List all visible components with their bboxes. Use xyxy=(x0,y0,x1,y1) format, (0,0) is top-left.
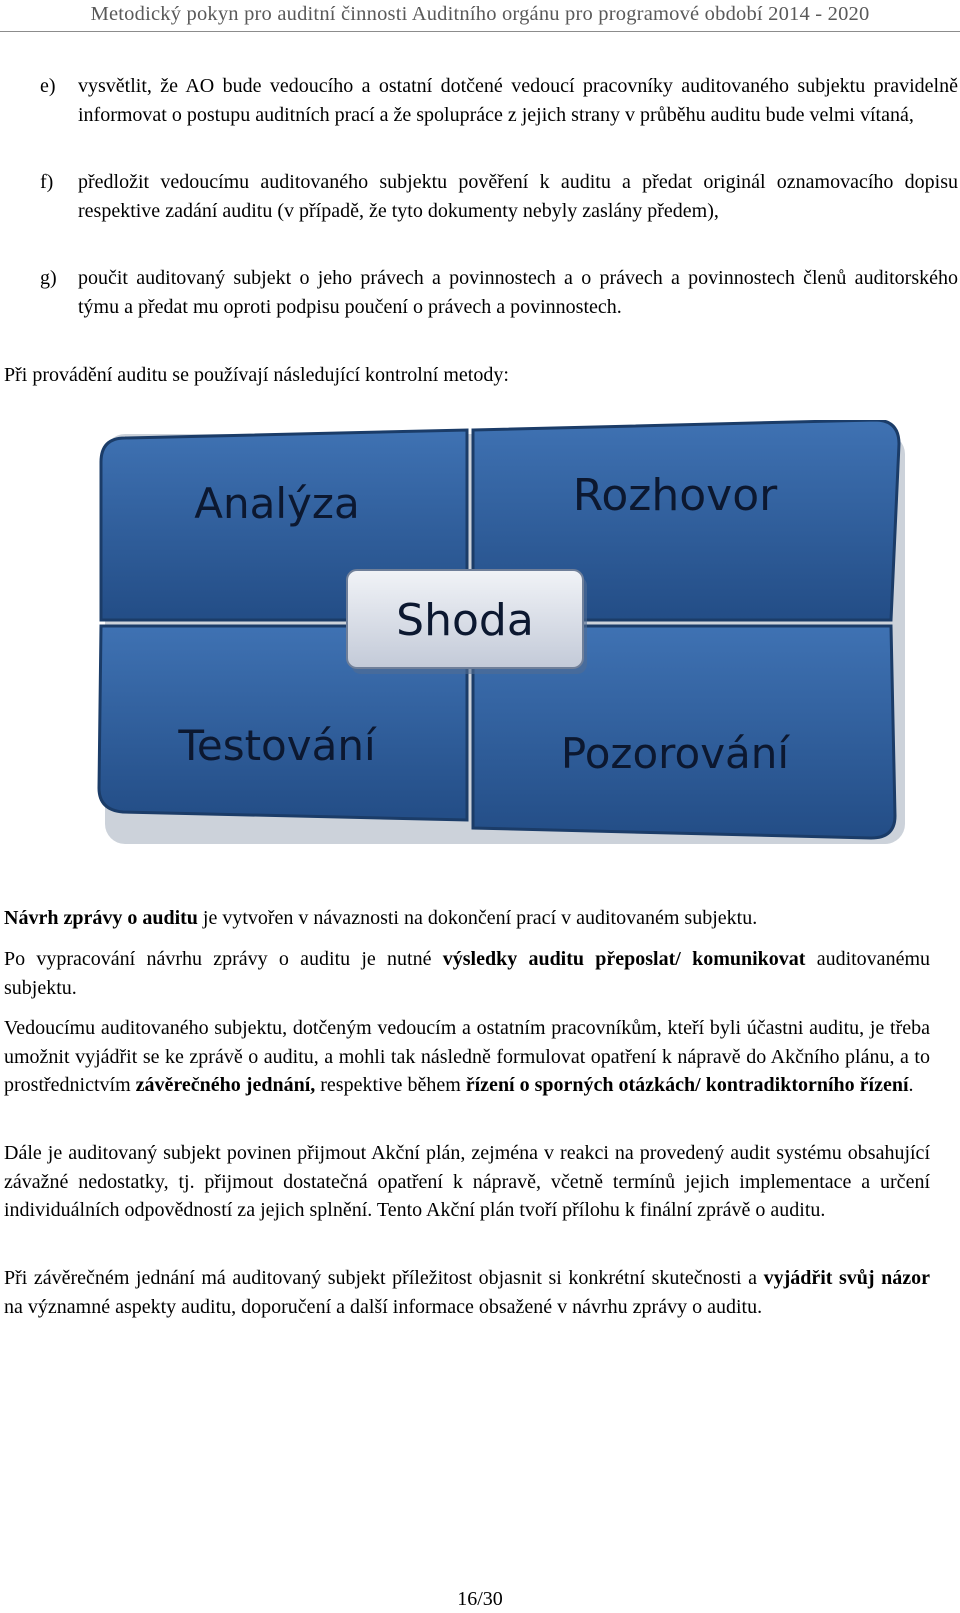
page-header xyxy=(0,0,960,32)
audit-methods-diagram xyxy=(95,420,930,860)
bold-text: výsledky auditu přeposlat/ komunikovat xyxy=(442,948,806,970)
page-number: 16/30 xyxy=(457,1588,503,1610)
label-shoda: Shoda xyxy=(396,595,534,646)
header-title: Metodický pokyn pro auditní činnosti Auditního orgánu pro programové období 2014 - 2020 xyxy=(90,3,870,25)
bold-text: závěrečného jednání, xyxy=(135,1074,316,1097)
bold-text: řízení o sporných otázkách/ kontradiktorního řízení xyxy=(465,1074,909,1097)
list-item-g xyxy=(40,264,958,321)
list-marker: f) xyxy=(40,171,54,193)
paragraph-navrh-zpravy: Návrh zprávy o auditu je vytvořen v návaznosti na dokončení prací v auditovaném subjektu. xyxy=(4,907,758,929)
bold-text: Návrh zprávy o auditu xyxy=(4,907,198,929)
paragraph-zaverecne-jednani: Při závěrečném jednání má auditovaný subjekt příležitost objasnit si konkrétní skutečnosti a vyjádřit svůj názor na významné aspekty auditu, doporučení a další informace obsažené v návrhu zprávy o auditu. xyxy=(4,1267,930,1318)
list-item-f xyxy=(40,168,958,225)
bold-text: vyjádřit svůj názor xyxy=(763,1267,930,1289)
paragraph-vyjadreni: Vedoucímu auditovaného subjektu, dotčeným vedoucím a ostatním pracovníkům, kteří byli účastni auditu, je třeba umožnit vyjádřit se ke zprávě o auditu, a mohli tak následně formulovat opatření k nápravě do Akčního plánu, a to prostřednictvím závěrečného jednání, respektive během řízení o sporných otázkách/ kontradiktorního řízení. xyxy=(4,1017,930,1097)
label-pozorovani: Pozorování xyxy=(560,729,790,778)
methods-intro: Při provádění auditu se používají následující kontrolní metody: xyxy=(4,364,509,386)
label-testovani: Testování xyxy=(178,721,376,770)
label-analyza: Analýza xyxy=(194,479,360,528)
paragraph-akcni-plan: Dále je auditovaný subjekt povinen přijmout Akční plán, zejména v reakci na provedený audit systému obsahující závažné nedostatky, tj. přijmout dostatečná opatření k nápravě, včetně termínů jejich implementace a určení individuálních odpovědností za jejich splnění. Tento Akční plán tvoří přílohu k finální zprávě o auditu. xyxy=(4,1142,930,1222)
list-item-e xyxy=(40,72,958,129)
list-marker: g) xyxy=(40,267,57,289)
paragraph-vysledky: Po vypracování návrhu zprávy o auditu je nutné výsledky auditu přeposlat/ komunikovat auditovanému subjektu. xyxy=(4,948,930,999)
list-marker: e) xyxy=(40,75,56,97)
label-rozhovor: Rozhovor xyxy=(572,470,778,521)
list-text: poučit auditovaný subjekt o jeho právech a povinnostech a o právech a povinnostech členů auditorského týmu a předat mu oproti podpisu poučení o právech a povinnostech. xyxy=(78,267,958,318)
list-text: vysvětlit, že AO bude vedoucího a ostatní dotčené vedoucí pracovníky auditovaného subjektu pravidelně informovat o postupu auditních prací a že spolupráce z jejich strany v průběhu auditu bude velmi vítaná, xyxy=(78,75,958,126)
list-text: předložit vedoucímu auditovaného subjektu pověření k auditu a předat originál oznamovacího dopisu respektive zadání auditu (v případě, že tyto dokumenty nebyly zaslány předem), xyxy=(78,171,958,222)
